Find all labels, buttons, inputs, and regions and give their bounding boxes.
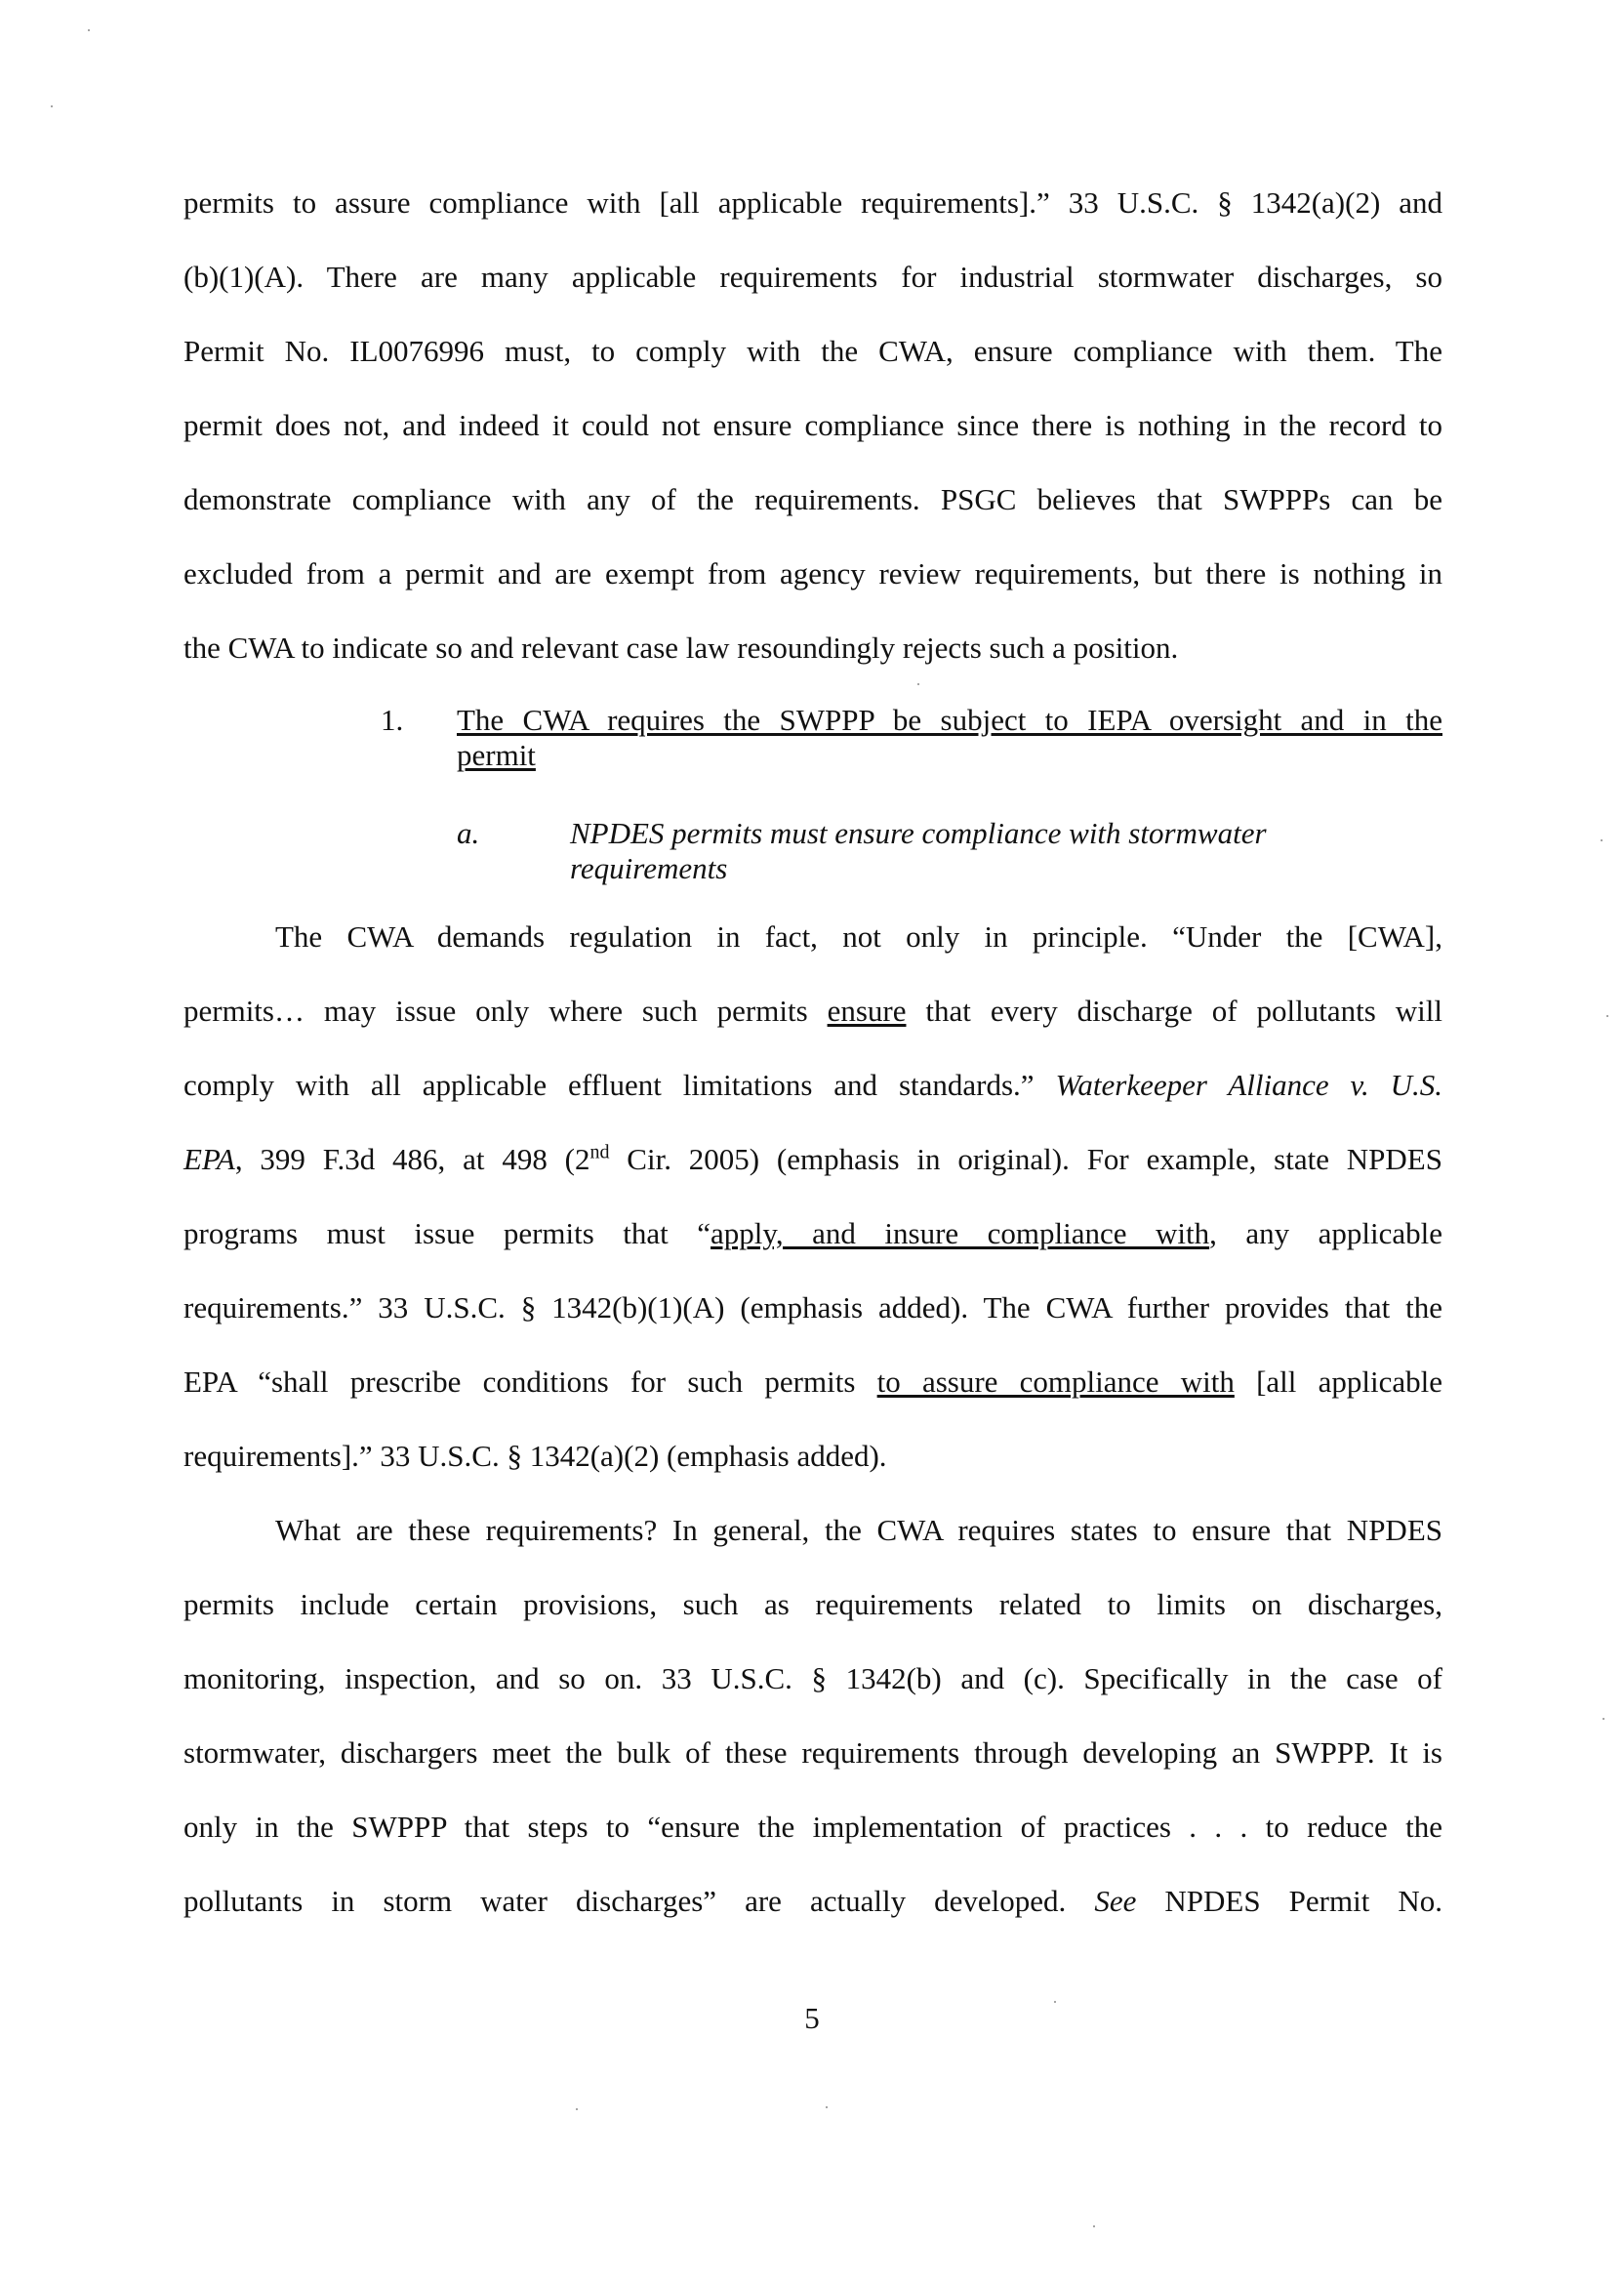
- intro-line-5: demonstrate compliance with any of the requirements. PSGC believes that SWPPPs can be: [183, 482, 1442, 516]
- heading-1-line-2: permit: [457, 738, 536, 772]
- scan-speck: [826, 2106, 828, 2108]
- intro-line-4: permit does not, and indeed it could not ensure compliance since there is nothing in the record to: [183, 408, 1442, 442]
- intro-line-7: the CWA to indicate so and relevant case law resoundingly rejects such a position.: [183, 631, 1179, 665]
- scan-speck: [88, 29, 90, 31]
- para3-line-1: What are these requirements? In general, the CWA requires states to ensure that NPDES: [275, 1513, 1442, 1547]
- intro-line-1: permits to assure compliance with [all applicable requirements].” 33 U.S.C. § 1342(a)(2) and: [183, 185, 1442, 220]
- para2-line-6: requirements.” 33 U.S.C. § 1342(b)(1)(A) (emphasis added). The CWA further provides that the: [183, 1290, 1442, 1324]
- scan-speck: [1606, 1015, 1608, 1017]
- ordinal-superscript: nd: [589, 1141, 610, 1163]
- para2-line-5: programs must issue permits that “apply, and insure compliance with, any applicable: [183, 1216, 1442, 1250]
- heading-1-line-1: The CWA requires the SWPPP be subject to IEPA oversight and in the: [457, 703, 1442, 737]
- heading-a-line-2: requirements: [570, 851, 728, 885]
- para3-line-5: only in the SWPPP that steps to “ensure the implementation of practices . . . to reduce the: [183, 1810, 1442, 1844]
- signal-see: See: [1094, 1884, 1137, 1918]
- case-name: Waterkeeper Alliance v. U.S.: [1055, 1068, 1442, 1102]
- para2-line-1: The CWA demands regulation in fact, not only in principle. “Under the [CWA],: [275, 919, 1442, 954]
- scan-speck: [1601, 839, 1603, 841]
- para2-line-7: EPA “shall prescribe conditions for such permits to assure compliance with [all applicable: [183, 1365, 1442, 1399]
- scan-speck: [51, 105, 53, 107]
- intro-line-3: Permit No. IL0076996 must, to comply with the CWA, ensure compliance with them. The: [183, 334, 1442, 368]
- para2-line-4: EPA, 399 F.3d 486, at 498 (2nd Cir. 2005) (emphasis in original). For example, state NPDES: [183, 1141, 1442, 1176]
- intro-line-6: excluded from a permit and are exempt from agency review requirements, but there is nothing in: [183, 556, 1442, 591]
- scan-speck: [1093, 2225, 1095, 2227]
- case-name-cont: EPA: [183, 1142, 235, 1176]
- scan-speck: [1603, 1718, 1604, 1720]
- para3-line-3: monitoring, inspection, and so on. 33 U.S.C. § 1342(b) and (c). Specifically in the case of: [183, 1661, 1442, 1695]
- intro-line-2: (b)(1)(A). There are many applicable requirements for industrial stormwater discharges, so: [183, 260, 1442, 294]
- heading-a-line-1: NPDES permits must ensure compliance with stormwater: [570, 816, 1267, 850]
- para2-line-8: requirements].” 33 U.S.C. § 1342(a)(2) (emphasis added).: [183, 1439, 887, 1473]
- para3-line-2: permits include certain provisions, such as requirements related to limits on discharges,: [183, 1587, 1442, 1621]
- heading-1-number: 1.: [381, 703, 404, 737]
- emphasis-apply: apply, and insure compliance with: [710, 1216, 1210, 1250]
- scan-speck: [1054, 2001, 1056, 2003]
- para2-line-2: permits… may issue only where such permits ensure that every discharge of pollutants will: [183, 994, 1442, 1028]
- scan-speck: [917, 683, 919, 685]
- heading-a-letter: a.: [457, 816, 480, 850]
- emphasis-ensure: ensure: [827, 994, 907, 1028]
- scan-speck: [576, 2108, 578, 2110]
- para2-line-3: comply with all applicable effluent limitations and standards.” Waterkeeper Alliance v. U.S.: [183, 1068, 1442, 1102]
- page-number: 5: [804, 2001, 820, 2035]
- para3-line-4: stormwater, dischargers meet the bulk of these requirements through developing an SWPPP. It is: [183, 1735, 1442, 1770]
- emphasis-assure: to assure compliance with: [876, 1365, 1235, 1399]
- para3-line-6: pollutants in storm water discharges” are actually developed. See NPDES Permit No.: [183, 1884, 1442, 1918]
